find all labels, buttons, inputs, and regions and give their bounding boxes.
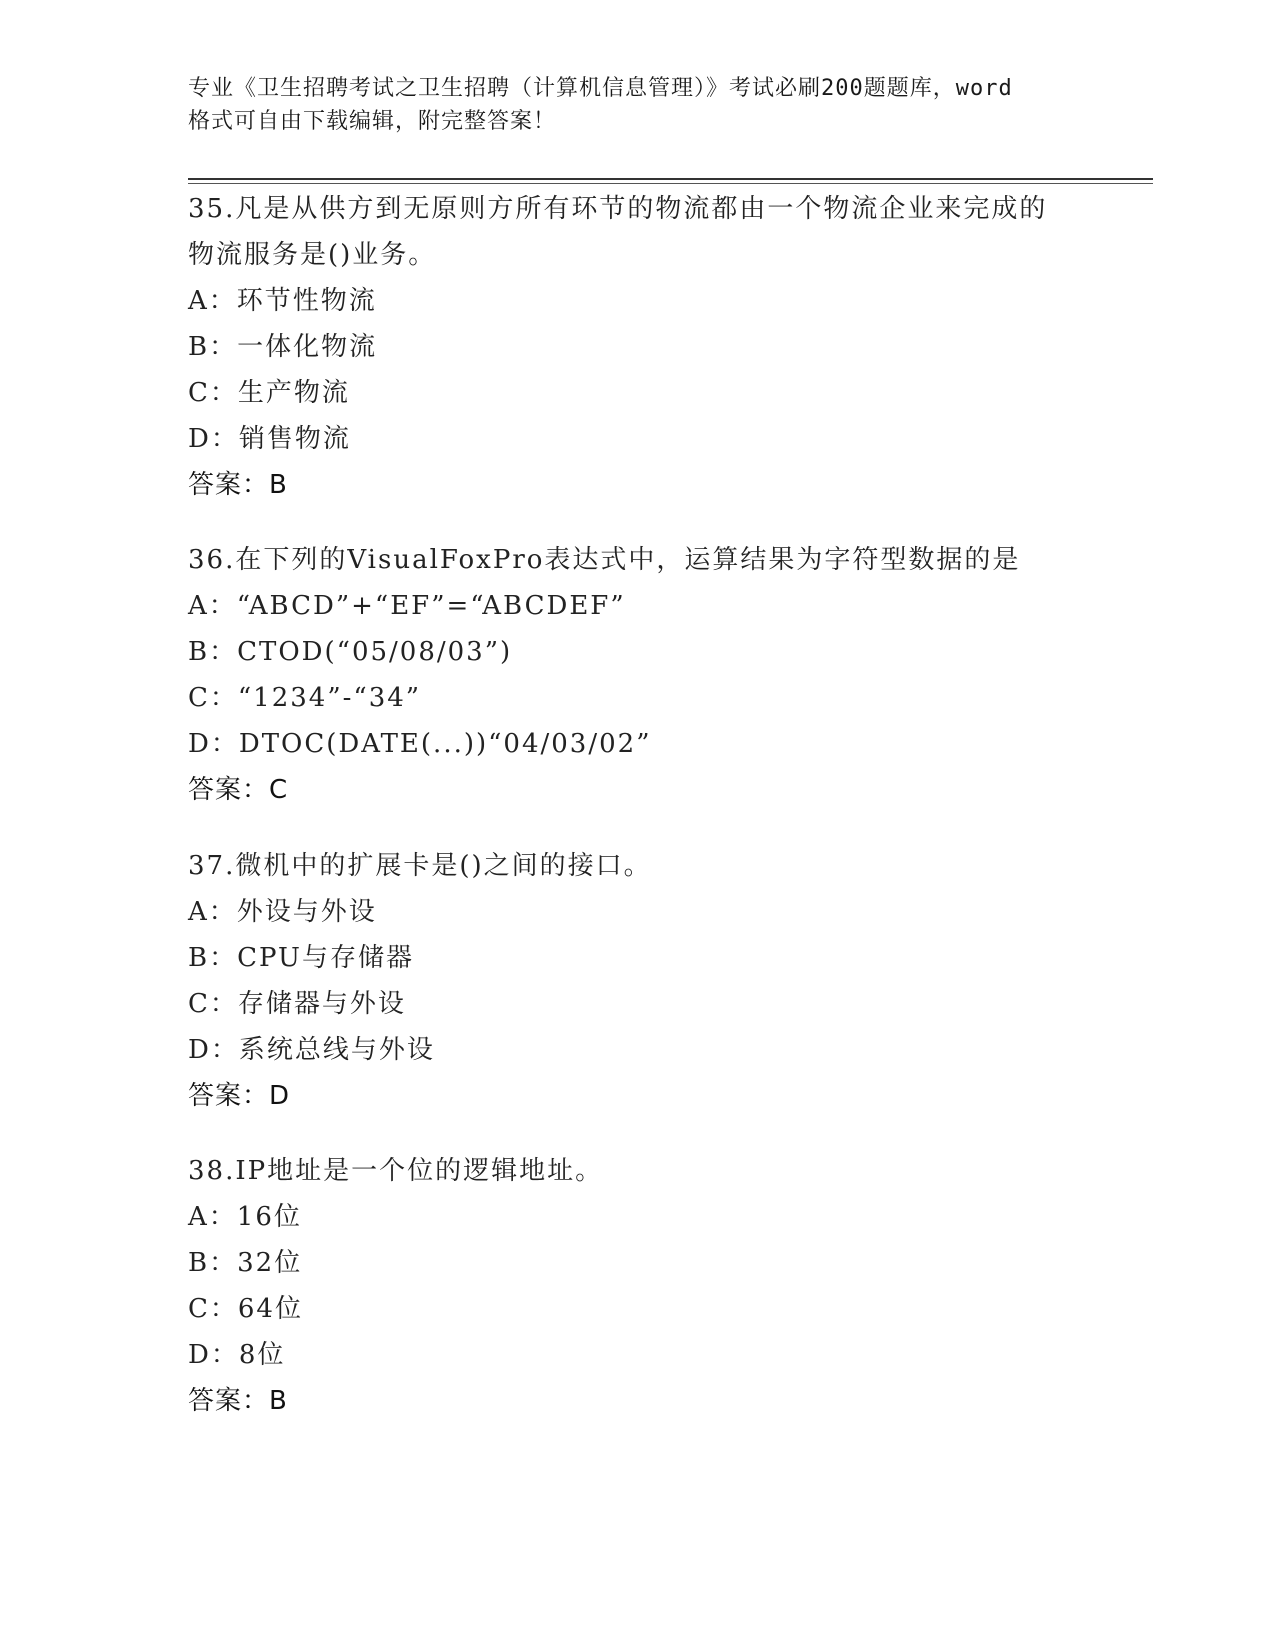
header-line-1: 专业《卫生招聘考试之卫生招聘（计算机信息管理）》考试必刷200题题库，word [188, 76, 1013, 101]
header-line-2: 格式可自由下载编辑，附完整答案！ [188, 109, 557, 134]
option-d: D：销售物流 [188, 424, 351, 454]
option-a: A：外设与外设 [188, 897, 377, 927]
answer-text: 答案：D [188, 1081, 291, 1111]
question-stem [188, 537, 1108, 583]
option-c: C：“1234”-“34” [188, 683, 422, 713]
answer-text: 答案：B [188, 1386, 288, 1416]
option-d: D：8位 [188, 1340, 286, 1370]
option-d: D：系统总线与外设 [188, 1035, 435, 1065]
question-stem-line-2: 物流服务是()业务。 [188, 240, 437, 270]
header-divider-thick [188, 178, 1153, 180]
option-b: B：CTOD(“05/08/03”) [188, 637, 513, 667]
answer-text: 答案：B [188, 470, 288, 500]
option-c: C：存储器与外设 [188, 989, 406, 1019]
option-b: B：CPU与存储器 [188, 943, 414, 973]
option-a: A：“ABCD”+“EF”=“ABCDEF” [188, 591, 626, 621]
question-stem [188, 843, 1108, 889]
question-stem [188, 1148, 1108, 1194]
answer-text: 答案：C [188, 775, 289, 805]
option-a: A：环节性物流 [188, 286, 377, 316]
question-stem-line-1: 35.凡是从供方到无原则方所有环节的物流都由一个物流企业来完成的 [188, 194, 1048, 224]
question-stem [188, 186, 1108, 278]
option-b: B：32位 [188, 1248, 303, 1278]
header-divider-thin [188, 183, 1153, 184]
option-d: D：DTOC(DATE(...))“04/03/02” [188, 729, 652, 759]
option-b: B：一体化物流 [188, 332, 378, 362]
question-35 [188, 186, 1108, 508]
option-c: C：64位 [188, 1294, 303, 1324]
option-a: A：16位 [188, 1202, 302, 1232]
question-37 [188, 843, 1108, 1119]
option-c: C：生产物流 [188, 378, 350, 408]
question-38 [188, 1148, 1108, 1424]
document-header [188, 72, 1088, 138]
question-stem-line-1: 37.微机中的扩展卡是()之间的接口。 [188, 851, 652, 881]
question-36 [188, 537, 1108, 813]
question-stem-line-1: 38.IP地址是一个位的逻辑地址。 [188, 1156, 604, 1186]
question-stem-line-1: 36.在下列的VisualFoxPro表达式中，运算结果为字符型数据的是 [188, 545, 1021, 575]
